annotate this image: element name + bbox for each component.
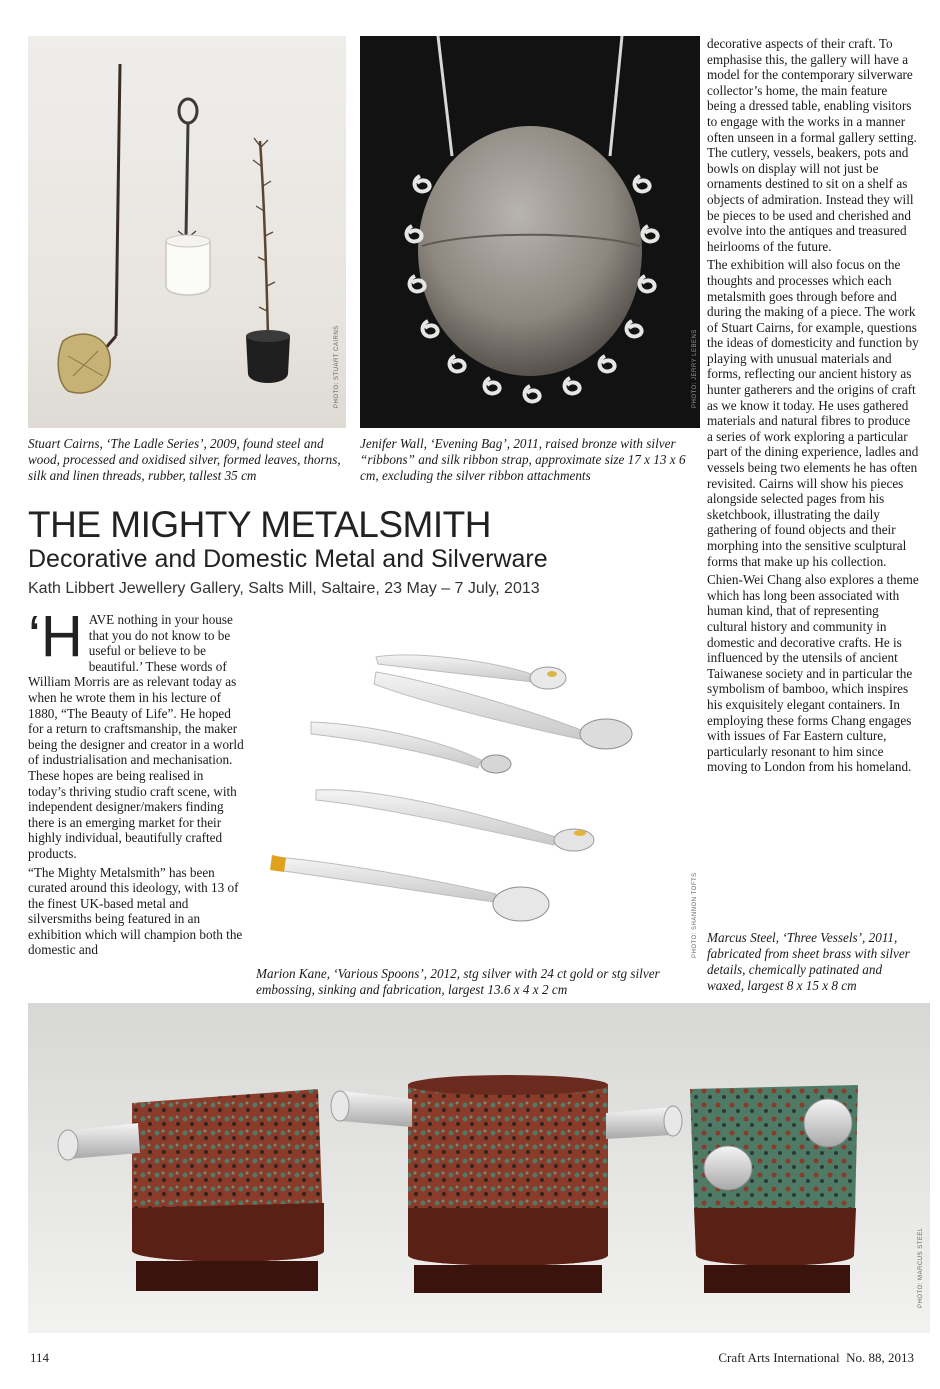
article-left-column xyxy=(28,604,244,961)
caption-evening-bag: Jenifer Wall, ‘Evening Bag’, 2011, raised bronze with silver “ribbons” and silk ribbon strap, approximate size 17 x 13 x 6 cm, excluding the silver ribbon attachments xyxy=(360,436,686,483)
caption-three-vessels: Marcus Steel, ‘Three Vessels’, 2011, fabricated from sheet brass with silver details, chemically patinated and waxed, largest 8 x 15 x 8 cm xyxy=(707,930,910,993)
page-number: 114 xyxy=(30,1350,50,1365)
photo-various-spoons xyxy=(256,612,700,964)
article-right-column xyxy=(707,36,919,778)
caption-various-spoons: Marion Kane, ‘Various Spoons’, 2012, stg silver with 24 ct gold or stg silver embossing, sinking and fabrication, largest 13.6 x 4 x 2 cm xyxy=(256,966,660,997)
photo-credit: PHOTO: JERRY LEBENS xyxy=(692,329,698,408)
paragraph: decorative aspects of their craft. To emphasise this, the gallery will have a model for the contemporary silverware collector’s home, the main feature being a dressed table, enabling visitors to engage with the works in a manner often unseen in a formal gallery setting. The cutlery, vessels, beakers, pots and bowls on display will not just be ornaments destined to sit on a shelf as objects of admiration. Instead they will be pieces to be used and cherished and evolve into the antiques and treasured heirlooms of the future. xyxy=(707,36,917,254)
article-title: THE MIGHTY METALSMITH xyxy=(28,504,491,545)
paragraph: The exhibition will also focus on the thoughts and processes which each metalsmith goes through before and during the making of a piece. The work of Stuart Cairns, for example, questions the ideas of domesticity and function by playing with unusual materials and forms, reflecting our ancient history as hunter gatherers and the origins of craft as we know it today. He uses gathered materials and natural fibres to produce a series of work exploring a particular part of the dining experience, ladles and vessels being two elements he has often revisited. Cairns will show his pieces alongside selected pages from his sketchbook, illustrating the daily gathering of found objects and their morphing into the sensitive sculptural forms that make up his collection. xyxy=(707,257,919,569)
spoons-illustration xyxy=(256,612,700,964)
article-subtitle: Decorative and Domestic Metal and Silverware xyxy=(28,545,548,573)
photo-three-vessels xyxy=(28,1003,930,1333)
paragraph: Chien-Wei Chang also explores a theme which has long been associated with human kind, that of representing cultural history and community in domestic and decorative crafts. He is influenced by the utensils of ancient Taiwanese society and in particular the symbolism of bamboo, which inspires his exquisitely elegant containers. In employing these forms Chang engages with issues of Far Eastern culture, particularly resonant to him since moving to London from his homeland. xyxy=(707,572,919,775)
paragraph: “The Mighty Metalsmith” has been curated around this ideology, with 13 of the finest UK-based metal and silversmiths being featured in an exhibition which will champion both the domestic and xyxy=(28,864,243,958)
photo-ladle-series xyxy=(28,36,346,428)
ladle-series-illustration xyxy=(28,36,346,428)
photo-evening-bag xyxy=(360,36,700,428)
paragraph: ‘HAVE nothing in your house that you do not know to be useful or believe to be beautiful.’ These words of William Morris are as relevant today as when he wrote them in his lecture of 1880, “The Beauty of Life”. He hoped for a return to craftsmanship, the maker being the designer and creator in a world of industrialisation and mechanisation. These hopes are being realised in today’s thriving studio craft scene, with independent designer/makers finding there is an emerging market for their highly individual, beautifully crafted products. xyxy=(28,604,244,861)
exhibition-venue: Kath Libbert Jewellery Gallery, Salts Mill, Saltaire, 23 May – 7 July, 2013 xyxy=(28,580,540,597)
photo-credit: PHOTO: STUART CAIRNS xyxy=(334,325,340,408)
drop-cap: ‘H xyxy=(28,604,83,669)
photo-credit: PHOTO: MARCUS STEEL xyxy=(918,1227,924,1308)
caption-ladle-series: Stuart Cairns, ‘The Ladle Series’, 2009, found steel and wood, processed and oxidised silver, formed leaves, thorns, silk and linen threads, rubber, tallest 35 cm xyxy=(28,436,341,483)
publication-footer: Craft Arts International No. 88, 2013 xyxy=(718,1350,914,1365)
vessels-illustration xyxy=(28,1003,930,1333)
photo-credit: PHOTO: SHANNON TOFTS xyxy=(692,872,698,958)
evening-bag-illustration xyxy=(360,36,700,428)
